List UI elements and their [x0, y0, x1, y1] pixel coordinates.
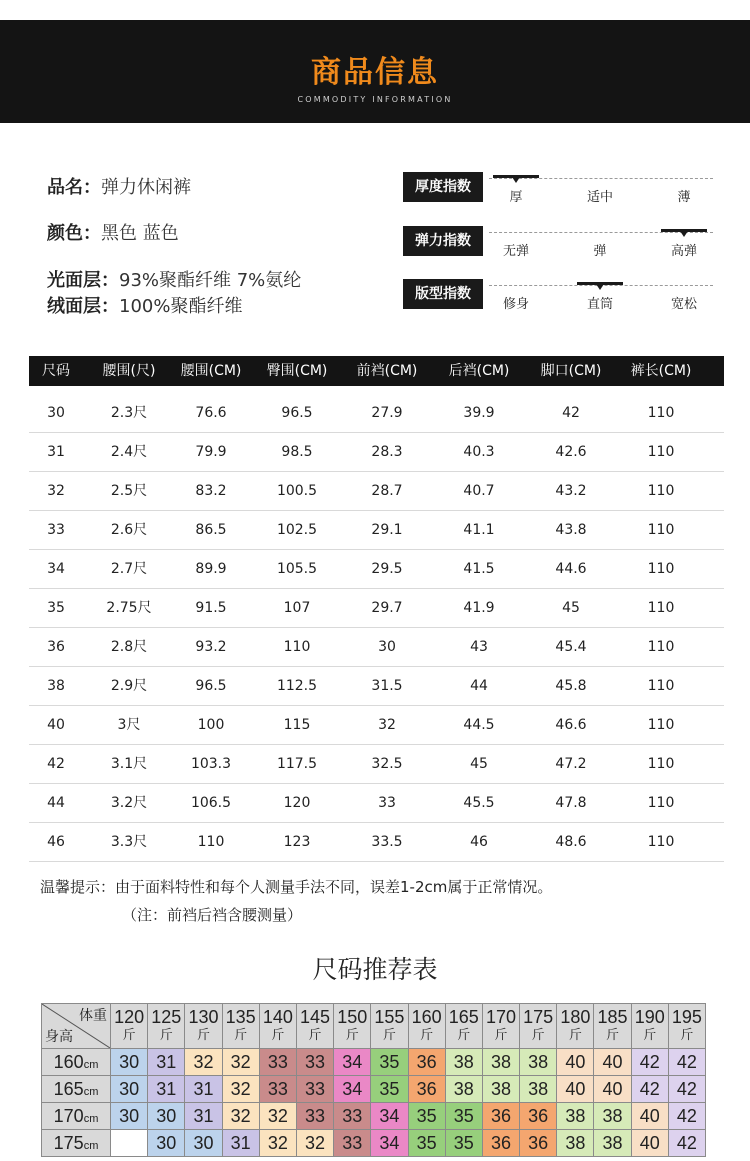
recommend-size-cell: 38: [557, 1103, 594, 1130]
weight-unit: 斤: [531, 1027, 545, 1042]
table-cell: 110: [647, 678, 675, 694]
recommend-size-cell: 30: [185, 1130, 222, 1157]
weight-value: 195: [671, 1007, 702, 1027]
table-cell: 110: [647, 639, 675, 655]
table-cell: 103.3: [190, 756, 232, 772]
recommend-size-cell: 40: [631, 1103, 668, 1130]
weight-value: 175: [523, 1007, 554, 1027]
table-cell: 30: [378, 639, 396, 655]
info-name: [47, 173, 191, 199]
table-row: [29, 394, 724, 433]
table-cell: 96.5: [281, 405, 313, 421]
table-cell: 29.5: [371, 561, 403, 577]
table-row: [29, 745, 724, 784]
index-row: [403, 172, 713, 212]
weight-header-cell: [594, 1004, 631, 1049]
weight-unit: 斤: [271, 1027, 285, 1042]
recommend-size-cell: 32: [259, 1103, 296, 1130]
header-banner: [0, 20, 750, 123]
index-option: 无弹: [502, 244, 529, 259]
table-cell: 33.5: [371, 834, 403, 850]
table-cell: 46.6: [555, 717, 587, 733]
table-cell: 45.4: [555, 639, 587, 655]
recommend-size-cell: 40: [631, 1130, 668, 1157]
recommend-size-cell: 34: [371, 1130, 408, 1157]
info-color-label: 颜色：: [47, 223, 101, 244]
table-cell: 28.7: [371, 483, 403, 499]
weight-header-cell: [631, 1004, 668, 1049]
recommend-header-row: [42, 1004, 706, 1049]
weight-value: 185: [597, 1007, 628, 1027]
table-cell: 115: [283, 717, 311, 733]
height-unit: cm: [83, 1085, 99, 1098]
weight-unit: 斤: [382, 1027, 396, 1042]
recommend-size-cell: 35: [371, 1049, 408, 1076]
index-label: 厚度指数: [403, 172, 483, 202]
weight-unit: 斤: [494, 1027, 508, 1042]
weight-header-cell: [334, 1004, 371, 1049]
recommend-size-cell: 36: [408, 1049, 445, 1076]
recommend-size-cell: 36: [520, 1103, 557, 1130]
recommend-row: [42, 1049, 706, 1076]
size-table-header-cell: 臀围(CM): [266, 363, 328, 379]
table-row: [29, 628, 724, 667]
table-cell: 2.7尺: [110, 561, 148, 577]
table-cell: 27.9: [371, 405, 403, 421]
table-cell: 42: [47, 756, 65, 772]
recommend-size-cell: 40: [557, 1076, 594, 1103]
table-cell: 100: [197, 717, 225, 733]
weight-header-cell: [185, 1004, 222, 1049]
recommend-size-cell: 42: [668, 1130, 705, 1157]
table-cell: 46: [470, 834, 488, 850]
index-option: 薄: [677, 190, 691, 205]
weight-unit: 斤: [308, 1027, 322, 1042]
table-cell: 100.5: [276, 483, 318, 499]
table-row: [29, 472, 724, 511]
info-fleece-value: 100%聚酯纤维: [119, 296, 243, 317]
recommend-size-cell: 32: [185, 1049, 222, 1076]
recommend-size-cell: 38: [445, 1049, 482, 1076]
table-cell: 41.5: [463, 561, 495, 577]
table-cell: 117.5: [276, 756, 318, 772]
corner-height-label: 身高: [45, 1028, 73, 1044]
weight-header-cell: [296, 1004, 333, 1049]
recommend-row: [42, 1103, 706, 1130]
info-face-label: 光面层：: [47, 270, 119, 291]
table-cell: 2.75尺: [106, 600, 152, 616]
weight-value: 165: [448, 1007, 479, 1027]
recommend-size-cell: 34: [371, 1103, 408, 1130]
recommend-size-cell: 34: [334, 1076, 371, 1103]
weight-unit: 斤: [159, 1027, 173, 1042]
table-cell: 3.1尺: [110, 756, 148, 772]
recommend-size-cell: 38: [520, 1076, 557, 1103]
table-cell: 31: [47, 444, 65, 460]
weight-unit: 斤: [234, 1027, 248, 1042]
table-row: [29, 706, 724, 745]
table-cell: 110: [647, 756, 675, 772]
table-cell: 47.8: [555, 795, 587, 811]
table-cell: 35: [47, 600, 65, 616]
recommend-size-cell: 40: [557, 1049, 594, 1076]
weight-value: 125: [151, 1007, 182, 1027]
table-cell: 98.5: [281, 444, 313, 460]
table-cell: 48.6: [555, 834, 587, 850]
recommend-size-cell: 35: [408, 1103, 445, 1130]
recommend-size-cell: 35: [445, 1103, 482, 1130]
info-color: [47, 219, 179, 245]
recommend-size-cell: [111, 1130, 148, 1157]
recommend-size-cell: 40: [594, 1076, 631, 1103]
recommend-size-cell: 33: [259, 1076, 296, 1103]
table-cell: 43: [470, 639, 488, 655]
weight-unit: 斤: [606, 1027, 620, 1042]
table-cell: 110: [647, 561, 675, 577]
height-header-cell: [42, 1103, 111, 1130]
size-table-header-cell: 后裆(CM): [448, 363, 510, 379]
index-option: 修身: [502, 297, 529, 312]
table-cell: 3.2尺: [110, 795, 148, 811]
recommend-size-cell: 38: [594, 1130, 631, 1157]
table-cell: 44: [47, 795, 65, 811]
weight-header-cell: [520, 1004, 557, 1049]
index-option: 宽松: [670, 297, 697, 312]
table-cell: 32.5: [371, 756, 403, 772]
recommend-size-cell: 31: [185, 1103, 222, 1130]
table-cell: 38: [47, 678, 65, 694]
table-cell: 40.7: [463, 483, 495, 499]
recommend-size-cell: 31: [185, 1076, 222, 1103]
recommend-size-cell: 33: [296, 1049, 333, 1076]
table-cell: 106.5: [190, 795, 232, 811]
table-cell: 79.9: [195, 444, 227, 460]
table-cell: 39.9: [463, 405, 495, 421]
index-pointer-icon: [596, 284, 604, 290]
table-cell: 44.6: [555, 561, 587, 577]
table-cell: 89.9: [195, 561, 227, 577]
weight-value: 140: [262, 1007, 293, 1027]
recommend-size-cell: 33: [334, 1130, 371, 1157]
recommend-size-cell: 36: [520, 1130, 557, 1157]
table-cell: 110: [283, 639, 311, 655]
table-cell: 44: [470, 678, 488, 694]
table-cell: 2.9尺: [110, 678, 148, 694]
corner-weight-label: 体重: [79, 1007, 107, 1023]
table-row: [29, 784, 724, 823]
weight-header-cell: [111, 1004, 148, 1049]
weight-unit: 斤: [122, 1027, 136, 1042]
size-table-header-cell: 裤长(CM): [630, 363, 692, 379]
weight-header-cell: [445, 1004, 482, 1049]
height-header-cell: [42, 1049, 111, 1076]
weight-header-cell: [259, 1004, 296, 1049]
recommend-size-cell: 31: [222, 1130, 259, 1157]
recommend-size-cell: 31: [148, 1076, 185, 1103]
weight-header-cell: [408, 1004, 445, 1049]
size-table-header-cell: 前裆(CM): [356, 363, 418, 379]
recommend-size-cell: 34: [334, 1049, 371, 1076]
size-table-header-cell: 腰围(尺): [102, 363, 156, 379]
table-row: [29, 511, 724, 550]
table-cell: 44.5: [463, 717, 495, 733]
table-cell: 28.3: [371, 444, 403, 460]
recommend-row: [42, 1130, 706, 1157]
table-row: [29, 550, 724, 589]
info-face: [47, 266, 301, 292]
weight-unit: 斤: [345, 1027, 359, 1042]
recommend-size-cell: 38: [594, 1103, 631, 1130]
table-cell: 112.5: [276, 678, 318, 694]
weight-value: 160: [411, 1007, 442, 1027]
height-unit: cm: [83, 1139, 99, 1152]
weight-unit: 斤: [568, 1027, 582, 1042]
table-cell: 110: [647, 600, 675, 616]
weight-unit: 斤: [457, 1027, 471, 1042]
table-cell: 47.2: [555, 756, 587, 772]
recommend-size-cell: 32: [296, 1130, 333, 1157]
info-face-value: 93%聚酯纤维 7%氨纶: [119, 270, 302, 291]
page-title: 商品信息: [311, 55, 439, 90]
index-pointer-icon: [512, 177, 520, 183]
weight-header-cell: [668, 1004, 705, 1049]
table-cell: 110: [647, 483, 675, 499]
recommend-size-cell: 42: [668, 1103, 705, 1130]
size-table-header: [29, 356, 724, 386]
recommend-size-cell: 38: [482, 1076, 519, 1103]
index-option: 弹: [593, 244, 607, 259]
size-table-header-cell: 尺码: [42, 363, 70, 379]
table-row: [29, 823, 724, 862]
index-label: 弹力指数: [403, 226, 483, 256]
table-cell: 40.3: [463, 444, 495, 460]
weight-value: 170: [485, 1007, 516, 1027]
table-cell: 2.4尺: [110, 444, 148, 460]
weight-unit: 斤: [420, 1027, 434, 1042]
index-option: 适中: [586, 190, 613, 205]
weight-header-cell: [557, 1004, 594, 1049]
table-cell: 45: [562, 600, 580, 616]
index-row: [403, 279, 713, 319]
recommend-size-cell: 32: [222, 1103, 259, 1130]
index-label: 版型指数: [403, 279, 483, 309]
weight-header-cell: [371, 1004, 408, 1049]
table-cell: 45.8: [555, 678, 587, 694]
table-cell: 110: [197, 834, 225, 850]
recommend-size-cell: 38: [520, 1049, 557, 1076]
recommend-size-cell: 33: [296, 1103, 333, 1130]
weight-header-cell: [222, 1004, 259, 1049]
weight-header-cell: [482, 1004, 519, 1049]
info-fleece: [47, 292, 242, 318]
weight-value: 180: [560, 1007, 591, 1027]
table-cell: 42.6: [555, 444, 587, 460]
index-scale-line: [489, 178, 713, 179]
table-row: [29, 589, 724, 628]
weight-value: 150: [337, 1007, 368, 1027]
note-tip: 温馨提示：由于面料特性和每个人测量手法不同，误差1-2cm属于正常情况。: [40, 878, 553, 896]
table-cell: 32: [47, 483, 65, 499]
recommend-size-cell: 33: [296, 1076, 333, 1103]
info-name-value: 弹力休闲裤: [101, 177, 191, 198]
recommend-size-cell: 36: [482, 1130, 519, 1157]
weight-unit: 斤: [680, 1027, 694, 1042]
recommend-size-cell: 31: [148, 1049, 185, 1076]
recommend-size-cell: 36: [482, 1103, 519, 1130]
table-cell: 120: [283, 795, 311, 811]
table-cell: 3尺: [117, 717, 141, 733]
table-cell: 45.5: [463, 795, 495, 811]
index-pointer-icon: [680, 231, 688, 237]
table-cell: 43.2: [555, 483, 587, 499]
height-unit: cm: [83, 1058, 99, 1071]
recommend-size-cell: 42: [631, 1076, 668, 1103]
recommend-size-cell: 35: [371, 1076, 408, 1103]
table-cell: 41.1: [463, 522, 495, 538]
weight-header-cell: [148, 1004, 185, 1049]
table-row: [29, 667, 724, 706]
table-cell: 2.6尺: [110, 522, 148, 538]
size-recommend-table: [41, 1003, 706, 1157]
weight-value: 190: [634, 1007, 665, 1027]
weight-value: 130: [188, 1007, 219, 1027]
recommend-size-cell: 30: [148, 1130, 185, 1157]
recommend-size-cell: 42: [631, 1049, 668, 1076]
table-cell: 102.5: [276, 522, 318, 538]
table-cell: 31.5: [371, 678, 403, 694]
weight-value: 155: [374, 1007, 405, 1027]
note-measure: （注：前裆后裆含腰测量）: [122, 906, 303, 924]
table-cell: 32: [378, 717, 396, 733]
table-cell: 2.8尺: [110, 639, 148, 655]
size-table-header-cell: 腰围(CM): [180, 363, 242, 379]
recommend-size-cell: 30: [111, 1076, 148, 1103]
table-cell: 105.5: [276, 561, 318, 577]
recommend-size-cell: 33: [259, 1049, 296, 1076]
recommend-corner-cell: [42, 1004, 111, 1049]
recommend-size-cell: 33: [334, 1103, 371, 1130]
table-cell: 110: [647, 795, 675, 811]
table-cell: 36: [47, 639, 65, 655]
table-cell: 107: [283, 600, 311, 616]
recommend-size-cell: 35: [408, 1130, 445, 1157]
weight-value: 135: [225, 1007, 256, 1027]
table-cell: 45: [470, 756, 488, 772]
table-cell: 33: [378, 795, 396, 811]
table-cell: 110: [647, 405, 675, 421]
recommend-size-cell: 40: [594, 1049, 631, 1076]
table-cell: 76.6: [195, 405, 227, 421]
recommend-size-cell: 42: [668, 1049, 705, 1076]
table-cell: 110: [647, 522, 675, 538]
height-unit: cm: [83, 1112, 99, 1125]
table-cell: 29.7: [371, 600, 403, 616]
table-cell: 96.5: [195, 678, 227, 694]
weight-value: 145: [300, 1007, 331, 1027]
table-cell: 110: [647, 834, 675, 850]
height-value: 160: [53, 1051, 84, 1072]
height-header-cell: [42, 1130, 111, 1157]
recommend-size-cell: 32: [222, 1049, 259, 1076]
height-header-cell: [42, 1076, 111, 1103]
table-cell: 2.5尺: [110, 483, 148, 499]
table-row: [29, 433, 724, 472]
height-value: 175: [53, 1132, 84, 1153]
table-cell: 30: [47, 405, 65, 421]
weight-unit: 斤: [196, 1027, 210, 1042]
table-cell: 46: [47, 834, 65, 850]
table-cell: 123: [283, 834, 311, 850]
page-subtitle: COMMODITY INFORMATION: [297, 95, 453, 104]
table-cell: 40: [47, 717, 65, 733]
table-cell: 42: [562, 405, 580, 421]
table-cell: 2.3尺: [110, 405, 148, 421]
info-color-value: 黑色 蓝色: [101, 223, 179, 244]
table-cell: 83.2: [195, 483, 227, 499]
recommend-size-cell: 35: [445, 1130, 482, 1157]
table-cell: 86.5: [195, 522, 227, 538]
table-cell: 41.9: [463, 600, 495, 616]
recommend-size-cell: 30: [111, 1103, 148, 1130]
info-fleece-label: 绒面层：: [47, 296, 119, 317]
recommend-size-cell: 38: [557, 1130, 594, 1157]
weight-value: 120: [114, 1007, 145, 1027]
recommend-size-cell: 30: [111, 1049, 148, 1076]
size-table-body: [29, 394, 724, 862]
index-option: 高弹: [670, 244, 697, 259]
table-cell: 110: [647, 444, 675, 460]
recommend-title: 尺码推荐表: [312, 955, 438, 984]
height-value: 165: [53, 1078, 84, 1099]
table-cell: 3.3尺: [110, 834, 148, 850]
info-name-label: 品名：: [47, 177, 101, 198]
weight-unit: 斤: [643, 1027, 657, 1042]
recommend-size-cell: 42: [668, 1076, 705, 1103]
recommend-size-cell: 32: [259, 1130, 296, 1157]
index-option: 厚: [509, 190, 523, 205]
table-cell: 91.5: [195, 600, 227, 616]
table-cell: 110: [647, 717, 675, 733]
table-cell: 93.2: [195, 639, 227, 655]
size-table-header-cell: 脚口(CM): [540, 363, 602, 379]
height-value: 170: [53, 1105, 84, 1126]
index-row: [403, 226, 713, 266]
table-cell: 34: [47, 561, 65, 577]
table-cell: 43.8: [555, 522, 587, 538]
table-cell: 29.1: [371, 522, 403, 538]
recommend-size-cell: 38: [482, 1049, 519, 1076]
recommend-size-cell: 32: [222, 1076, 259, 1103]
recommend-size-cell: 36: [408, 1076, 445, 1103]
index-option: 直筒: [586, 297, 613, 312]
recommend-row: [42, 1076, 706, 1103]
recommend-size-cell: 30: [148, 1103, 185, 1130]
table-cell: 33: [47, 522, 65, 538]
recommend-size-cell: 38: [445, 1076, 482, 1103]
